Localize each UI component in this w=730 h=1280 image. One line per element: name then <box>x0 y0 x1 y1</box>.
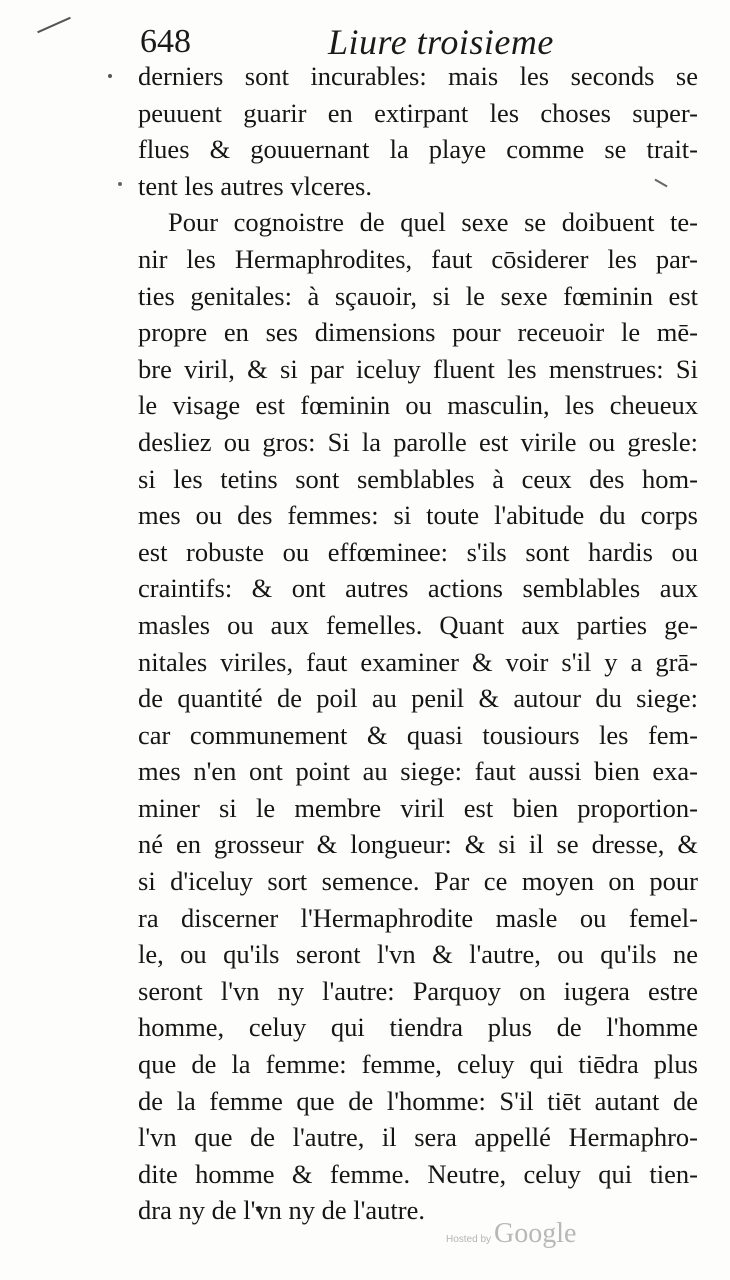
text-line: flues & gouuernant la playe comme se trait- <box>138 134 698 165</box>
text-line: dite homme & femme. Neutre, celuy qui tien- <box>138 1158 698 1189</box>
body-text <box>138 58 698 1229</box>
text-line: craintifs: & ont autres actions semblables aux <box>138 573 698 604</box>
text-line: ra discerner l'Hermaphrodite masle ou femel- <box>138 902 698 933</box>
ink-mark <box>118 182 122 186</box>
text-line: peuuent guarir en extirpant les choses super- <box>138 97 698 128</box>
text-line: ties genitales: à sçauoir, si le sexe fœminin est <box>138 280 698 311</box>
text-line: tent les autres vlceres. <box>138 170 372 201</box>
text-line: seront l'vn ny l'autre: Parquoy on iugera estre <box>138 975 698 1006</box>
text-line: est robuste ou effœminee: s'ils sont hardis ou <box>138 536 698 567</box>
text-line: si les tetins sont semblables à ceux des hom- <box>138 463 698 494</box>
text-line: de quantité de poil au penil & autour du siege: <box>138 683 698 714</box>
text-line: de la femme que de l'homme: S'il tiēt autant de <box>138 1085 698 1116</box>
text-line: nir les Hermaphrodites, faut cōsiderer les par- <box>138 243 698 274</box>
text-line: bre viril, & si par iceluy fluent les menstrues: Si <box>138 353 698 384</box>
text-line: né en grosseur & longueur: & si il se dresse, & <box>138 829 698 860</box>
text-line: Pour cognoistre de quel sexe se doibuent te- <box>168 207 698 238</box>
ink-mark <box>108 74 112 78</box>
text-line: dra ny de l'vn ny de l'autre. <box>138 1195 425 1226</box>
text-line: masles ou aux femelles. Quant aux parties ge- <box>138 609 698 640</box>
text-line: homme, celuy qui tiendra plus de l'homme <box>138 1012 698 1043</box>
text-line: desliez ou gros: Si la parolle est virile ou gresle: <box>138 426 698 457</box>
text-line: si d'iceluy sort semence. Par ce moyen on pour <box>138 866 698 897</box>
text-line: le, ou qu'ils seront l'vn & l'autre, ou qu'ils ne <box>138 939 698 970</box>
text-line: car communement & quasi tousiours les fem- <box>138 719 698 750</box>
text-line: l'vn que de l'autre, il sera appellé Hermaphro- <box>138 1122 698 1153</box>
running-head: Liure troisieme <box>328 22 554 62</box>
text-line: derniers sont incurables: mais les seconds se <box>138 61 698 91</box>
text-line: propre en ses dimensions pour receuoir le mē- <box>138 317 698 348</box>
text-line: que de la femme: femme, celuy qui tiēdra plus <box>138 1049 698 1080</box>
text-line: mes ou des femmes: si toute l'abitude du corps <box>138 500 698 531</box>
text-line: nitales viriles, faut examiner & voir s'il y a grā- <box>138 646 698 677</box>
text-line: miner si le membre viril est bien proportion- <box>138 792 698 823</box>
page-number: 648 <box>140 23 191 60</box>
text-line: mes n'en ont point au siege: faut aussi bien exa- <box>138 756 698 787</box>
hosted-by-label: Hosted by <box>446 1234 492 1245</box>
google-watermark <box>446 1218 576 1252</box>
text-line: le visage est fœminin ou masculin, les cheueux <box>138 390 698 421</box>
ink-mark <box>37 17 71 33</box>
google-logo: Google <box>494 1218 577 1249</box>
